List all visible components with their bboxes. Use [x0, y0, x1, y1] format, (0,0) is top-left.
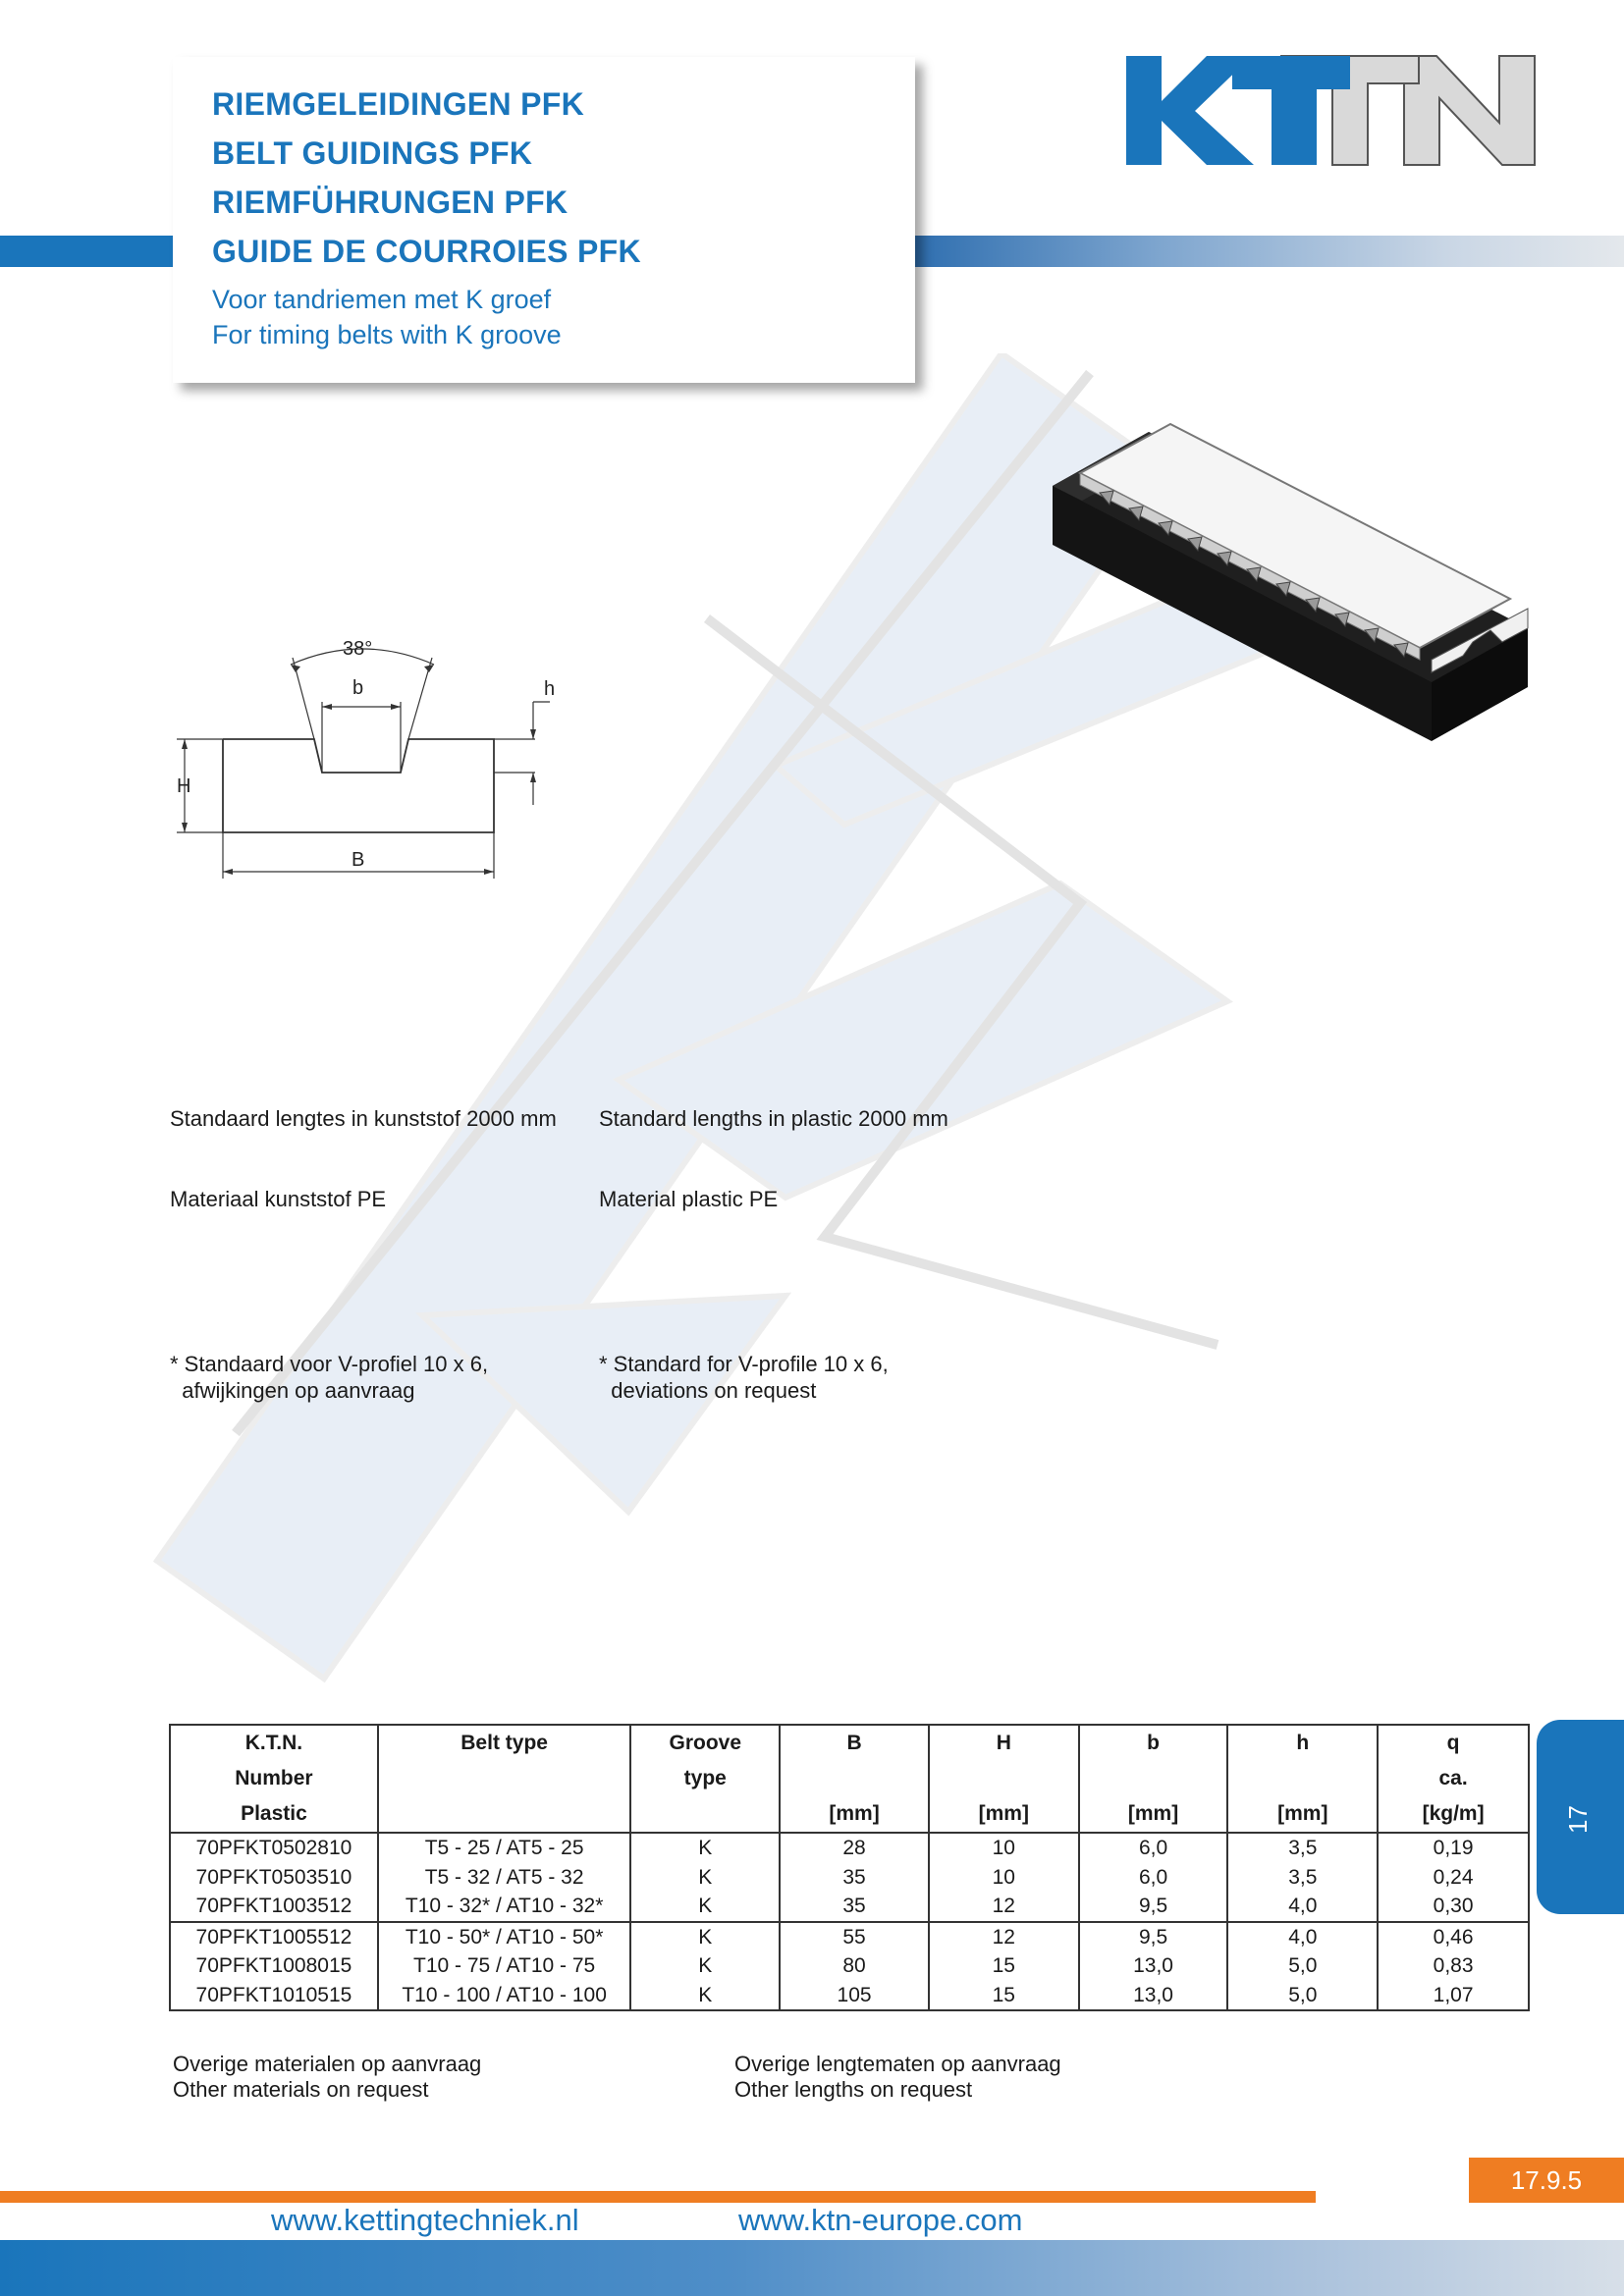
footnote-materials-nl: Overige materialen op aanvraag [173, 2052, 482, 2076]
footer-orange-line [0, 2191, 1316, 2203]
cell-b: 9,5 [1079, 1922, 1228, 1952]
cell-H: 15 [929, 1951, 1079, 1981]
page-number: 17.9.5 [1469, 2158, 1624, 2203]
footer-url-ktn-europe[interactable]: www.ktn-europe.com [738, 2203, 1023, 2237]
subtitle-nl: Voor tandriemen met K groef [212, 285, 552, 314]
cell-groove: K [630, 1833, 780, 1863]
note-profile-nl: * Standaard voor V-profiel 10 x 6, afwijkingen op aanvraag [170, 1352, 489, 1403]
B-label: B [352, 849, 365, 871]
cell-q: 1,07 [1378, 1981, 1529, 2011]
cell-H: 12 [929, 1922, 1079, 1952]
title-box [173, 57, 915, 383]
cell-groove: K [630, 1951, 780, 1981]
footer-band [0, 2240, 1624, 2296]
table-row [170, 1922, 1529, 1952]
note-material-nl: Materiaal kunststof PE [170, 1187, 387, 1211]
cell-b: 6,0 [1079, 1863, 1228, 1893]
chapter-tab [1537, 1720, 1624, 1914]
cell-B: 28 [780, 1833, 929, 1863]
cell-number: 70PFKT0503510 [170, 1863, 378, 1893]
table-header-row [170, 1725, 1529, 1833]
subtitle-en: For timing belts with K groove [212, 320, 562, 349]
note-profile-en: * Standard for V-profile 10 x 6, deviations on request [599, 1352, 889, 1403]
footnote-materials-en: Other materials on request [173, 2077, 429, 2102]
cell-B: 35 [780, 1863, 929, 1893]
cell-belt-type: T5 - 32 / AT5 - 32 [378, 1863, 630, 1893]
table-row [170, 1863, 1529, 1893]
cell-B: 35 [780, 1892, 929, 1922]
col-header-ktn: K.T.N. Number Plastic [170, 1725, 378, 1833]
cell-number: 70PFKT0502810 [170, 1833, 378, 1863]
footnote-lengths-en: Other lengths on request [734, 2077, 973, 2102]
cell-H: 12 [929, 1892, 1079, 1922]
b-label: b [352, 677, 364, 699]
product-render [1041, 402, 1551, 746]
table-row [170, 1833, 1529, 1863]
cell-belt-type: T10 - 50* / AT10 - 50* [378, 1922, 630, 1952]
cell-b: 9,5 [1079, 1892, 1228, 1922]
cell-belt-type: T10 - 32* / AT10 - 32* [378, 1892, 630, 1922]
cell-B: 105 [780, 1981, 929, 2011]
cell-groove: K [630, 1863, 780, 1893]
table-row [170, 1951, 1529, 1981]
table-row [170, 1981, 1529, 2011]
cell-b: 13,0 [1079, 1951, 1228, 1981]
cell-q: 0,83 [1378, 1951, 1529, 1981]
cell-H: 15 [929, 1981, 1079, 2011]
cell-number: 70PFKT1005512 [170, 1922, 378, 1952]
title-en: BELT GUIDINGS PFK [212, 135, 533, 171]
header-band-left [0, 236, 177, 267]
cell-B: 80 [780, 1951, 929, 1981]
cell-groove: K [630, 1981, 780, 2011]
chapter-tab-label: 17 [1563, 1805, 1593, 1834]
cell-q: 0,19 [1378, 1833, 1529, 1863]
col-header-H: H [mm] [929, 1725, 1079, 1833]
profile-drawing [147, 628, 589, 883]
cell-number: 70PFKT1010515 [170, 1981, 378, 2011]
cell-belt-type: T5 - 25 / AT5 - 25 [378, 1833, 630, 1863]
cell-belt-type: T10 - 75 / AT10 - 75 [378, 1951, 630, 1981]
footnote-lengths-nl: Overige lengtematen op aanvraag [734, 2052, 1061, 2076]
cell-h: 4,0 [1227, 1922, 1378, 1952]
cell-h: 3,5 [1227, 1863, 1378, 1893]
note-length-nl: Standaard lengtes in kunststof 2000 mm [170, 1106, 557, 1131]
col-header-h: h [mm] [1227, 1725, 1378, 1833]
title-de: RIEMFÜHRUNGEN PFK [212, 185, 568, 220]
cell-b: 13,0 [1079, 1981, 1228, 2011]
H-label: H [177, 775, 191, 797]
col-header-b: b [mm] [1079, 1725, 1228, 1833]
col-header-q: q ca. [kg/m] [1378, 1725, 1529, 1833]
col-header-belt-type: Belt type [378, 1725, 630, 1833]
cell-h: 4,0 [1227, 1892, 1378, 1922]
cell-h: 3,5 [1227, 1833, 1378, 1863]
col-header-B: B [mm] [780, 1725, 929, 1833]
title-fr: GUIDE DE COURROIES PFK [212, 234, 641, 269]
note-material-en: Material plastic PE [599, 1187, 779, 1211]
cell-number: 70PFKT1003512 [170, 1892, 378, 1922]
cell-belt-type: T10 - 100 / AT10 - 100 [378, 1981, 630, 2011]
cell-q: 0,46 [1378, 1922, 1529, 1952]
cell-H: 10 [929, 1833, 1079, 1863]
table-row [170, 1892, 1529, 1922]
h-label: h [544, 678, 556, 700]
col-header-groove: Groove type [630, 1725, 780, 1833]
note-length-en: Standard lengths in plastic 2000 mm [599, 1106, 948, 1131]
cell-groove: K [630, 1922, 780, 1952]
title-nl: RIEMGELEIDINGEN PFK [212, 86, 585, 122]
cell-B: 55 [780, 1922, 929, 1952]
header-band-right [913, 236, 1624, 267]
product-table [169, 1724, 1530, 2011]
ktn-logo [1124, 54, 1537, 167]
footer-url-kettingtechniek[interactable]: www.kettingtechniek.nl [271, 2203, 579, 2237]
cell-q: 0,30 [1378, 1892, 1529, 1922]
cell-number: 70PFKT1008015 [170, 1951, 378, 1981]
cell-h: 5,0 [1227, 1981, 1378, 2011]
cell-q: 0,24 [1378, 1863, 1529, 1893]
angle-label: 38° [343, 638, 373, 660]
cell-h: 5,0 [1227, 1951, 1378, 1981]
cell-groove: K [630, 1892, 780, 1922]
cell-H: 10 [929, 1863, 1079, 1893]
cell-b: 6,0 [1079, 1833, 1228, 1863]
